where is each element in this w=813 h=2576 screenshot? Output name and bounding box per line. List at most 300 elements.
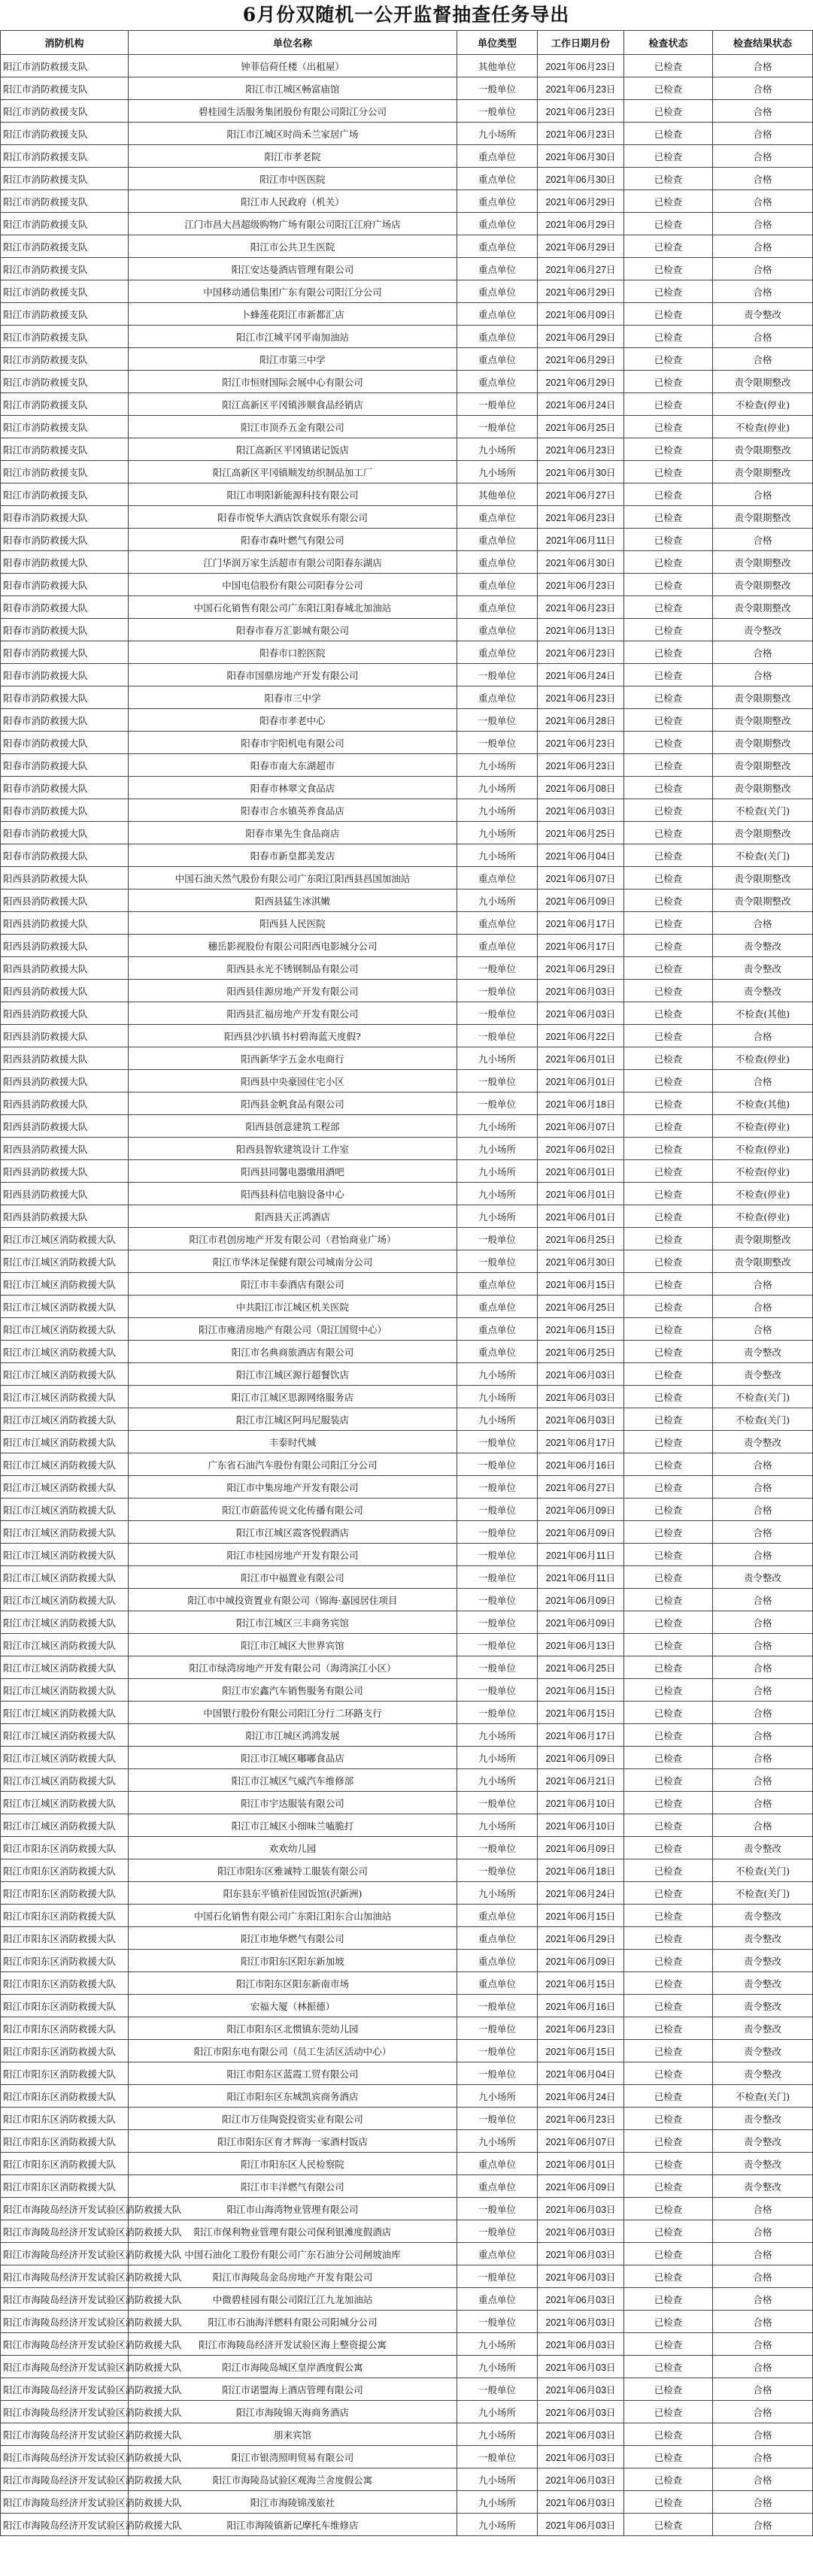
cell-unit-name: 阳江市江城区阿玛尼服装店 bbox=[129, 1408, 457, 1431]
cell-work-date: 2021年06月17日 bbox=[538, 912, 624, 935]
header-unit-name: 单位名称 bbox=[129, 31, 457, 55]
cell-result-status: 合格 bbox=[713, 2491, 813, 2514]
cell-agency: 阳西县消防救援大队 bbox=[1, 1025, 129, 1047]
table-row bbox=[1, 844, 813, 867]
cell-unit-type: 一般单位 bbox=[457, 709, 538, 732]
table-row bbox=[1, 2356, 813, 2378]
cell-unit-type: 重点单位 bbox=[457, 145, 538, 168]
cell-unit-name: 钟菲信荷任楼（出租屋） bbox=[129, 55, 457, 77]
cell-result-status: 责令整改 bbox=[713, 2017, 813, 2040]
cell-unit-name: 阳江高新区平冈镇顺发纺织制品加工厂 bbox=[129, 461, 457, 483]
cell-agency: 阳江市阳东区消防救援大队 bbox=[1, 2040, 129, 2062]
cell-work-date: 2021年06月25日 bbox=[538, 1341, 624, 1363]
cell-check-status: 已检查 bbox=[624, 889, 713, 912]
cell-result-status: 责令整改 bbox=[713, 1927, 813, 1950]
cell-work-date: 2021年06月25日 bbox=[538, 1296, 624, 1318]
cell-result-status: 责令整改 bbox=[713, 619, 813, 641]
table-row bbox=[1, 326, 813, 348]
cell-result-status: 责令限期整改 bbox=[713, 777, 813, 799]
cell-work-date: 2021年06月10日 bbox=[538, 1792, 624, 1814]
cell-agency: 阳江市阳东区消防救援大队 bbox=[1, 2108, 129, 2130]
cell-check-status: 已检查 bbox=[624, 123, 713, 145]
cell-result-status: 合格 bbox=[713, 2198, 813, 2220]
cell-check-status: 已检查 bbox=[624, 1656, 713, 1679]
cell-result-status: 责令限期整改 bbox=[713, 1250, 813, 1273]
cell-work-date: 2021年06月03日 bbox=[538, 1408, 624, 1431]
cell-result-status: 责令整改 bbox=[713, 2108, 813, 2130]
cell-check-status: 已检查 bbox=[624, 1296, 713, 1318]
cell-agency: 阳西县消防救援大队 bbox=[1, 1138, 129, 1160]
cell-unit-name: 阳西县佳源房地产开发有限公司 bbox=[129, 980, 457, 1002]
cell-agency: 阳江市阳东区消防救援大队 bbox=[1, 2017, 129, 2040]
cell-unit-name: 阳江市阳东区雅诚特工服装有限公司 bbox=[129, 1859, 457, 1882]
cell-agency: 阳春市消防救援大队 bbox=[1, 799, 129, 822]
table-row bbox=[1, 1273, 813, 1296]
cell-work-date: 2021年06月30日 bbox=[538, 551, 624, 574]
cell-work-date: 2021年06月09日 bbox=[538, 2175, 624, 2198]
cell-work-date: 2021年06月01日 bbox=[538, 1047, 624, 1070]
cell-result-status: 责令限期整改 bbox=[713, 686, 813, 709]
cell-agency: 阳江市消防救援支队 bbox=[1, 55, 129, 77]
cell-check-status: 已检查 bbox=[624, 2491, 713, 2514]
cell-unit-type: 重点单位 bbox=[457, 529, 538, 551]
cell-unit-name: 阳江市丰泰酒店有限公司 bbox=[129, 1273, 457, 1296]
cell-result-status: 合格 bbox=[713, 1476, 813, 1499]
table-row bbox=[1, 2311, 813, 2333]
cell-agency: 阳江市海陵岛经济开发试验区消防救援大队 bbox=[1, 2401, 129, 2423]
cell-work-date: 2021年06月30日 bbox=[538, 1250, 624, 1273]
cell-result-status: 责令整改 bbox=[713, 957, 813, 980]
cell-agency: 阳江市江城区消防救援大队 bbox=[1, 1250, 129, 1273]
table-row bbox=[1, 2085, 813, 2108]
cell-result-status: 合格 bbox=[713, 2288, 813, 2311]
cell-work-date: 2021年06月25日 bbox=[538, 822, 624, 844]
cell-unit-type: 一般单位 bbox=[457, 416, 538, 438]
cell-unit-type: 重点单位 bbox=[457, 551, 538, 574]
cell-check-status: 已检查 bbox=[624, 1138, 713, 1160]
cell-result-status: 责令限期整改 bbox=[713, 1228, 813, 1250]
cell-unit-name: 阳西县人民医院 bbox=[129, 912, 457, 935]
cell-result-status: 责令限期整改 bbox=[713, 732, 813, 754]
cell-unit-name: 阳江市明阳新能源科技有限公司 bbox=[129, 483, 457, 506]
table-row bbox=[1, 2040, 813, 2062]
cell-unit-type: 其他单位 bbox=[457, 55, 538, 77]
table-row bbox=[1, 619, 813, 641]
cell-check-status: 已检查 bbox=[624, 55, 713, 77]
table-row bbox=[1, 709, 813, 732]
cell-check-status: 已检查 bbox=[624, 100, 713, 123]
cell-unit-name: 阳春市新皇都美发店 bbox=[129, 844, 457, 867]
cell-unit-name: 阳江市江城区畅富庙馆 bbox=[129, 77, 457, 100]
cell-unit-type: 一般单位 bbox=[457, 980, 538, 1002]
cell-unit-name: 中国石油化工股份有限公司广东石油分公司闸坡油库 bbox=[129, 2243, 457, 2265]
cell-check-status: 已检查 bbox=[624, 2265, 713, 2288]
cell-agency: 阳江市阳东区消防救援大队 bbox=[1, 1859, 129, 1882]
cell-agency: 阳春市消防救援大队 bbox=[1, 844, 129, 867]
cell-check-status: 已检查 bbox=[624, 190, 713, 213]
cell-unit-name: 阳春市国鼎房地产开发有限公司 bbox=[129, 664, 457, 686]
cell-work-date: 2021年06月29日 bbox=[538, 190, 624, 213]
cell-result-status: 不检查(其他) bbox=[713, 1002, 813, 1025]
cell-unit-name: 阳江市江城区鸿鸿发展 bbox=[129, 1724, 457, 1747]
cell-check-status: 已检查 bbox=[624, 1905, 713, 1927]
cell-work-date: 2021年06月29日 bbox=[538, 213, 624, 235]
cell-unit-name: 阳春市林翠文食品店 bbox=[129, 777, 457, 799]
cell-unit-type: 九小场所 bbox=[457, 889, 538, 912]
cell-result-status: 合格 bbox=[713, 2265, 813, 2288]
cell-check-status: 已检查 bbox=[624, 1859, 713, 1882]
cell-work-date: 2021年06月15日 bbox=[538, 1972, 624, 1995]
cell-work-date: 2021年06月01日 bbox=[538, 1183, 624, 1205]
table-row bbox=[1, 100, 813, 123]
cell-agency: 阳江市海陵岛经济开发试验区消防救援大队 bbox=[1, 2356, 129, 2378]
cell-agency: 阳春市消防救援大队 bbox=[1, 822, 129, 844]
cell-work-date: 2021年06月15日 bbox=[538, 2040, 624, 2062]
cell-check-status: 已检查 bbox=[624, 1476, 713, 1499]
cell-result-status: 责令限期整改 bbox=[713, 551, 813, 574]
cell-work-date: 2021年06月21日 bbox=[538, 1769, 624, 1792]
cell-work-date: 2021年06月09日 bbox=[538, 1950, 624, 1972]
table-row bbox=[1, 574, 813, 596]
cell-unit-name: 阳江市宇达服装有限公司 bbox=[129, 1792, 457, 1814]
cell-unit-type: 重点单位 bbox=[457, 1972, 538, 1995]
cell-unit-type: 一般单位 bbox=[457, 1792, 538, 1814]
cell-agency: 阳江市阳东区消防救援大队 bbox=[1, 1995, 129, 2017]
cell-check-status: 已检查 bbox=[624, 2017, 713, 2040]
table-row bbox=[1, 2491, 813, 2514]
cell-unit-name: 中国电信股份有限公司阳春分公司 bbox=[129, 574, 457, 596]
cell-agency: 阳江市海陵岛经济开发试验区消防救援大队 bbox=[1, 2198, 129, 2220]
cell-result-status: 合格 bbox=[713, 2423, 813, 2446]
cell-result-status: 合格 bbox=[713, 641, 813, 664]
cell-agency: 阳江市江城区消防救援大队 bbox=[1, 1476, 129, 1499]
cell-result-status: 不检查(关门) bbox=[713, 844, 813, 867]
cell-work-date: 2021年06月15日 bbox=[538, 1679, 624, 1702]
cell-unit-type: 九小场所 bbox=[457, 1724, 538, 1747]
cell-agency: 阳江市海陵岛经济开发试验区消防救援大队 bbox=[1, 2288, 129, 2311]
cell-work-date: 2021年06月28日 bbox=[538, 709, 624, 732]
table-row bbox=[1, 348, 813, 371]
cell-check-status: 已检查 bbox=[624, 461, 713, 483]
cell-unit-type: 一般单位 bbox=[457, 1521, 538, 1544]
cell-unit-name: 阳江市顶乔五金有限公司 bbox=[129, 416, 457, 438]
cell-agency: 阳江市江城区消防救援大队 bbox=[1, 1769, 129, 1792]
cell-unit-type: 一般单位 bbox=[457, 1002, 538, 1025]
cell-unit-type: 九小场所 bbox=[457, 1769, 538, 1792]
page-title: 6月份双随机一公开监督抽查任务导出 bbox=[242, 4, 570, 26]
cell-unit-type: 九小场所 bbox=[457, 1205, 538, 1228]
cell-work-date: 2021年06月17日 bbox=[538, 935, 624, 957]
cell-unit-type: 一般单位 bbox=[457, 1228, 538, 1250]
cell-unit-name: 阳西县智软建筑设计工作室 bbox=[129, 1138, 457, 1160]
cell-check-status: 已检查 bbox=[624, 732, 713, 754]
cell-check-status: 已检查 bbox=[624, 686, 713, 709]
cell-result-status: 合格 bbox=[713, 2468, 813, 2491]
cell-result-status: 合格 bbox=[713, 190, 813, 213]
cell-unit-name: 阳春市南大东湖超市 bbox=[129, 754, 457, 777]
cell-unit-name: 阳江市江城区嘟嘟食品店 bbox=[129, 1747, 457, 1769]
cell-result-status: 责令整改 bbox=[713, 1995, 813, 2017]
cell-work-date: 2021年06月03日 bbox=[538, 2514, 624, 2536]
cell-result-status: 责令限期整改 bbox=[713, 574, 813, 596]
cell-agency: 阳春市消防救援大队 bbox=[1, 619, 129, 641]
table-row bbox=[1, 2062, 813, 2085]
cell-unit-type: 重点单位 bbox=[457, 2175, 538, 2198]
cell-unit-name: 宏福大厦（林振德） bbox=[129, 1995, 457, 2017]
table-row bbox=[1, 2288, 813, 2311]
cell-agency: 阳江市海陵岛经济开发试验区消防救援大队 bbox=[1, 2423, 129, 2446]
cell-result-status: 责令限期整改 bbox=[713, 596, 813, 619]
cell-unit-type: 一般单位 bbox=[457, 100, 538, 123]
cell-work-date: 2021年06月03日 bbox=[538, 1386, 624, 1408]
cell-unit-type: 一般单位 bbox=[457, 1634, 538, 1656]
cell-unit-type: 重点单位 bbox=[457, 1318, 538, 1341]
cell-work-date: 2021年06月09日 bbox=[538, 1837, 624, 1859]
table-row bbox=[1, 686, 813, 709]
cell-unit-type: 九小场所 bbox=[457, 1408, 538, 1431]
table-row bbox=[1, 1566, 813, 1589]
cell-work-date: 2021年06月03日 bbox=[538, 980, 624, 1002]
cell-agency: 阳江市阳东区消防救援大队 bbox=[1, 2130, 129, 2153]
table-row bbox=[1, 77, 813, 100]
cell-unit-name: 阳江市阳东电有限公司（员工生活区活动中心） bbox=[129, 2040, 457, 2062]
table-row bbox=[1, 2108, 813, 2130]
cell-check-status: 已检查 bbox=[624, 2040, 713, 2062]
cell-check-status: 已检查 bbox=[624, 235, 713, 258]
cell-agency: 阳江市海陵岛经济开发试验区消防救援大队 bbox=[1, 2311, 129, 2333]
cell-result-status: 不检查(关门) bbox=[713, 1408, 813, 1431]
cell-unit-name: 阳春市宇阳机电有限公司 bbox=[129, 732, 457, 754]
cell-work-date: 2021年06月15日 bbox=[538, 1273, 624, 1296]
cell-agency: 阳江市消防救援支队 bbox=[1, 123, 129, 145]
cell-work-date: 2021年06月23日 bbox=[538, 123, 624, 145]
cell-unit-name: 中国石化销售有限公司广东阳江阳东合山加油站 bbox=[129, 1905, 457, 1927]
cell-unit-name: 阳江市桂园房地产开发有限公司 bbox=[129, 1544, 457, 1566]
cell-agency: 阳江市江城区消防救援大队 bbox=[1, 1408, 129, 1431]
cell-check-status: 已检查 bbox=[624, 1408, 713, 1431]
cell-work-date: 2021年06月01日 bbox=[538, 1160, 624, 1183]
cell-work-date: 2021年06月15日 bbox=[538, 1905, 624, 1927]
cell-agency: 阳江市消防救援支队 bbox=[1, 438, 129, 461]
cell-agency: 阳江市江城区消防救援大队 bbox=[1, 1363, 129, 1386]
cell-unit-name: 阳江市江城区小细味兰嗑脆打 bbox=[129, 1814, 457, 1837]
cell-check-status: 已检查 bbox=[624, 2175, 713, 2198]
cell-unit-type: 一般单位 bbox=[457, 1995, 538, 2017]
cell-unit-type: 一般单位 bbox=[457, 1679, 538, 1702]
cell-check-status: 已检查 bbox=[624, 2108, 713, 2130]
cell-work-date: 2021年06月27日 bbox=[538, 258, 624, 280]
table-row bbox=[1, 1183, 813, 1205]
cell-work-date: 2021年06月01日 bbox=[538, 1070, 624, 1093]
cell-unit-name: 中国银行股份有限公司阳江分行二环路支行 bbox=[129, 1702, 457, 1724]
cell-check-status: 已检查 bbox=[624, 844, 713, 867]
cell-check-status: 已检查 bbox=[624, 664, 713, 686]
cell-work-date: 2021年06月07日 bbox=[538, 2130, 624, 2153]
inspection-table bbox=[0, 30, 813, 2536]
cell-check-status: 已检查 bbox=[624, 506, 713, 529]
cell-unit-name: 阳江安达曼酒店管理有限公司 bbox=[129, 258, 457, 280]
cell-unit-type: 重点单位 bbox=[457, 2153, 538, 2175]
table-row bbox=[1, 1296, 813, 1318]
cell-work-date: 2021年06月30日 bbox=[538, 461, 624, 483]
cell-check-status: 已检查 bbox=[624, 393, 713, 416]
cell-unit-name: 阳江市江城平冈平南加油站 bbox=[129, 326, 457, 348]
cell-check-status: 已检查 bbox=[624, 1702, 713, 1724]
cell-result-status: 责令限期整改 bbox=[713, 461, 813, 483]
cell-result-status: 合格 bbox=[713, 55, 813, 77]
cell-result-status: 责令整改 bbox=[713, 1363, 813, 1386]
header-result-status: 检查结果状态 bbox=[713, 31, 813, 55]
cell-unit-type: 一般单位 bbox=[457, 1656, 538, 1679]
cell-unit-name: 阳春市春万汇影城有限公司 bbox=[129, 619, 457, 641]
cell-check-status: 已检查 bbox=[624, 77, 713, 100]
cell-agency: 阳江市阳东区消防救援大队 bbox=[1, 2062, 129, 2085]
cell-agency: 阳江市阳东区消防救援大队 bbox=[1, 2153, 129, 2175]
table-row bbox=[1, 1972, 813, 1995]
cell-check-status: 已检查 bbox=[624, 1972, 713, 1995]
cell-agency: 阳春市消防救援大队 bbox=[1, 506, 129, 529]
table-row bbox=[1, 1025, 813, 1047]
cell-result-status: 合格 bbox=[713, 258, 813, 280]
cell-unit-name: 阳西县永光不锈钢制品有限公司 bbox=[129, 957, 457, 980]
cell-check-status: 已检查 bbox=[624, 1250, 713, 1273]
cell-result-status: 合格 bbox=[713, 1521, 813, 1544]
cell-result-status: 责令整改 bbox=[713, 2040, 813, 2062]
table-row bbox=[1, 303, 813, 326]
cell-result-status: 合格 bbox=[713, 123, 813, 145]
table-row bbox=[1, 1453, 813, 1476]
table-row bbox=[1, 258, 813, 280]
table-row bbox=[1, 1115, 813, 1138]
table-row bbox=[1, 1995, 813, 2017]
table-row bbox=[1, 529, 813, 551]
cell-unit-type: 九小场所 bbox=[457, 2514, 538, 2536]
cell-work-date: 2021年06月11日 bbox=[538, 1544, 624, 1566]
cell-check-status: 已检查 bbox=[624, 754, 713, 777]
cell-agency: 阳江市消防救援支队 bbox=[1, 483, 129, 506]
cell-unit-name: 阳西县猛生冰淇嫩 bbox=[129, 889, 457, 912]
cell-result-status: 合格 bbox=[713, 348, 813, 371]
cell-agency: 阳江市江城区消防救援大队 bbox=[1, 1273, 129, 1296]
cell-result-status: 不检查(其他) bbox=[713, 1093, 813, 1115]
cell-unit-name: 阳春市悦华大酒店饮食娱乐有限公司 bbox=[129, 506, 457, 529]
table-row bbox=[1, 1882, 813, 1905]
cell-work-date: 2021年06月03日 bbox=[538, 2311, 624, 2333]
cell-check-status: 已检查 bbox=[624, 1318, 713, 1341]
cell-agency: 阳江市江城区消防救援大队 bbox=[1, 1724, 129, 1747]
cell-result-status: 责令限期整改 bbox=[713, 371, 813, 393]
table-row bbox=[1, 980, 813, 1002]
cell-agency: 阳春市消防救援大队 bbox=[1, 529, 129, 551]
cell-unit-type: 重点单位 bbox=[457, 2243, 538, 2265]
cell-result-status: 责令整改 bbox=[713, 980, 813, 1002]
table-row bbox=[1, 1363, 813, 1386]
cell-check-status: 已检查 bbox=[624, 2130, 713, 2153]
table-row bbox=[1, 1589, 813, 1611]
cell-check-status: 已检查 bbox=[624, 1070, 713, 1093]
cell-unit-type: 一般单位 bbox=[457, 1025, 538, 1047]
cell-unit-type: 重点单位 bbox=[457, 574, 538, 596]
cell-agency: 阳江市消防救援支队 bbox=[1, 326, 129, 348]
table-row bbox=[1, 889, 813, 912]
cell-result-status: 合格 bbox=[713, 529, 813, 551]
cell-check-status: 已检查 bbox=[624, 168, 713, 190]
cell-work-date: 2021年06月09日 bbox=[538, 1747, 624, 1769]
cell-check-status: 已检查 bbox=[624, 709, 713, 732]
cell-check-status: 已检查 bbox=[624, 280, 713, 303]
cell-work-date: 2021年06月17日 bbox=[538, 1431, 624, 1453]
cell-work-date: 2021年06月24日 bbox=[538, 664, 624, 686]
cell-unit-name: 阳江市山海湾物业管理有限公司 bbox=[129, 2198, 457, 2220]
table-row bbox=[1, 55, 813, 77]
cell-unit-name: 阳春市果先生食品商店 bbox=[129, 822, 457, 844]
table-row bbox=[1, 2017, 813, 2040]
cell-unit-name: 阳江市阳东区北惯镇东莞幼儿园 bbox=[129, 2017, 457, 2040]
cell-agency: 阳春市消防救援大队 bbox=[1, 732, 129, 754]
cell-unit-name: 阳江高新区平冈镇诺记饭店 bbox=[129, 438, 457, 461]
cell-unit-type: 九小场所 bbox=[457, 1882, 538, 1905]
table-row bbox=[1, 1521, 813, 1544]
table-row bbox=[1, 2401, 813, 2423]
cell-unit-name: 阳江市丰洋燃气有限公司 bbox=[129, 2175, 457, 2198]
cell-work-date: 2021年06月15日 bbox=[538, 1702, 624, 1724]
cell-check-status: 已检查 bbox=[624, 1205, 713, 1228]
cell-unit-type: 九小场所 bbox=[457, 844, 538, 867]
cell-check-status: 已检查 bbox=[624, 1792, 713, 1814]
table-row bbox=[1, 1318, 813, 1341]
cell-check-status: 已检查 bbox=[624, 2153, 713, 2175]
cell-work-date: 2021年06月25日 bbox=[538, 416, 624, 438]
cell-result-status: 合格 bbox=[713, 1724, 813, 1747]
cell-unit-type: 一般单位 bbox=[457, 2040, 538, 2062]
cell-agency: 阳春市消防救援大队 bbox=[1, 574, 129, 596]
cell-unit-type: 重点单位 bbox=[457, 506, 538, 529]
table-row bbox=[1, 1656, 813, 1679]
cell-unit-type: 一般单位 bbox=[457, 2265, 538, 2288]
cell-check-status: 已检查 bbox=[624, 1341, 713, 1363]
table-row bbox=[1, 123, 813, 145]
cell-work-date: 2021年06月03日 bbox=[538, 2378, 624, 2401]
cell-agency: 阳江市阳东区消防救援大队 bbox=[1, 1950, 129, 1972]
cell-check-status: 已检查 bbox=[624, 1837, 713, 1859]
cell-check-status: 已检查 bbox=[624, 213, 713, 235]
cell-unit-type: 重点单位 bbox=[457, 1927, 538, 1950]
cell-check-status: 已检查 bbox=[624, 2085, 713, 2108]
cell-work-date: 2021年06月10日 bbox=[538, 1814, 624, 1837]
cell-result-status: 不检查(停业) bbox=[713, 416, 813, 438]
cell-work-date: 2021年06月03日 bbox=[538, 799, 624, 822]
cell-work-date: 2021年06月23日 bbox=[538, 77, 624, 100]
table-row bbox=[1, 822, 813, 844]
cell-check-status: 已检查 bbox=[624, 483, 713, 506]
cell-work-date: 2021年06月18日 bbox=[538, 1093, 624, 1115]
cell-unit-name: 阳江市江城区大世界宾馆 bbox=[129, 1634, 457, 1656]
cell-unit-type: 九小场所 bbox=[457, 2401, 538, 2423]
cell-work-date: 2021年06月30日 bbox=[538, 145, 624, 168]
cell-result-status: 责令整改 bbox=[713, 1837, 813, 1859]
cell-unit-name: 阳春市森叶燃气有限公司 bbox=[129, 529, 457, 551]
cell-work-date: 2021年06月27日 bbox=[538, 483, 624, 506]
cell-check-status: 已检查 bbox=[624, 1927, 713, 1950]
cell-check-status: 已检查 bbox=[624, 326, 713, 348]
cell-agency: 阳江市江城区消防救援大队 bbox=[1, 1589, 129, 1611]
table-row bbox=[1, 371, 813, 393]
table-row bbox=[1, 483, 813, 506]
cell-unit-name: 阳江市绿湾房地产开发有限公司（海湾滨江小区） bbox=[129, 1656, 457, 1679]
cell-unit-type: 重点单位 bbox=[457, 867, 538, 889]
table-row bbox=[1, 1002, 813, 1025]
cell-unit-name: 阳西县天正鸿酒店 bbox=[129, 1205, 457, 1228]
